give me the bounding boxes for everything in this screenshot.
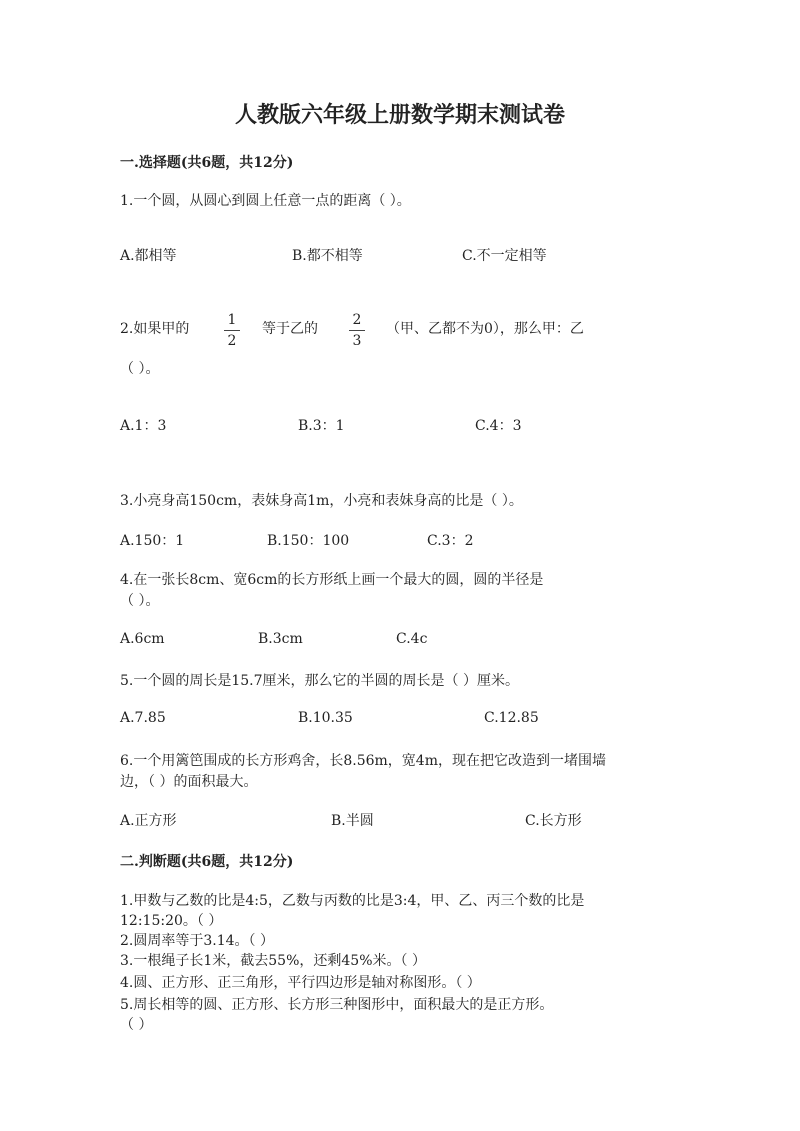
judge-item-5-line2: （ ） xyxy=(120,1017,153,1033)
judge-item-1-line1: 1.甲数与乙数的比是4:5，乙数与丙数的比是3:4，甲、乙、丙三个数的比是 xyxy=(120,893,585,909)
fraction-denominator: 3 xyxy=(352,333,362,349)
section-heading-choice: 一.选择题(共6题，共12分) xyxy=(120,155,294,171)
question-1-text: 1.一个圆，从圆心到圆上任意一点的距离（ ）。 xyxy=(120,193,411,209)
q5-option-c: C.12.85 xyxy=(484,710,539,726)
fraction-numerator: 1 xyxy=(224,313,240,331)
q2-option-a: A.1：3 xyxy=(120,418,167,434)
q4-option-b: B.3cm xyxy=(258,631,303,647)
q5-option-a: A.7.85 xyxy=(120,710,166,726)
judge-item-2: 2.圆周率等于3.14。（ ） xyxy=(120,933,274,949)
fraction-one-half xyxy=(224,313,240,348)
question-6-line1: 6.一个用篱笆围成的长方形鸡舍，长8.56m，宽4m，现在把它改造到一堵围墙 xyxy=(120,753,606,769)
page-title: 人教版六年级上册数学期末测试卷 xyxy=(234,102,565,128)
q6-option-b: B.半圆 xyxy=(331,813,374,829)
q3-option-b: B.150：100 xyxy=(267,533,350,549)
question-2-blank: （ ）。 xyxy=(120,361,160,377)
question-5-text: 5.一个圆的周长是15.7厘米，那么它的半圆的周长是（ ）厘米。 xyxy=(120,673,519,689)
q4-option-a: A.6cm xyxy=(120,631,165,647)
q1-option-b: B.都不相等 xyxy=(292,248,363,264)
section-heading-judge: 二.判断题(共6题，共12分) xyxy=(120,854,294,870)
question-2-part2: 等于乙的 xyxy=(262,321,318,337)
fraction-two-thirds xyxy=(349,313,365,348)
question-4-line1: 4.在一张长8cm、宽6cm的长方形纸上画一个最大的圆，圆的半径是 xyxy=(120,572,544,588)
q2-option-b: B.3：1 xyxy=(298,418,345,434)
question-4-blank: （ ）。 xyxy=(120,593,160,609)
q1-option-a: A.都相等 xyxy=(120,248,177,264)
judge-item-1-line2: 12:15:20。（ ） xyxy=(120,913,223,929)
question-3-text: 3.小亮身高150cm，表妹身高1m，小亮和表妹身高的比是（ ）。 xyxy=(120,493,523,509)
question-6-line2: 边，（ ）的面积最大。 xyxy=(120,774,258,790)
q6-option-c: C.长方形 xyxy=(525,813,582,829)
q5-option-b: B.10.35 xyxy=(298,710,353,726)
fraction-numerator: 2 xyxy=(349,313,365,331)
judge-item-4: 4.圆、正方形、正三角形，平行四边形是轴对称图形。（ ） xyxy=(120,975,481,991)
judge-item-5-line1: 5.周长相等的圆、正方形、长方形三种图形中，面积最大的是正方形。 xyxy=(120,997,554,1013)
judge-item-3: 3.一根绳子长1米，截去55%，还剩45%米。（ ） xyxy=(120,953,426,969)
question-2-part1: 2.如果甲的 xyxy=(120,321,190,337)
q6-option-a: A.正方形 xyxy=(120,813,177,829)
q3-option-a: A.150：1 xyxy=(120,533,185,549)
q2-option-c: C.4：3 xyxy=(475,418,522,434)
q1-option-c: C.不一定相等 xyxy=(462,248,547,264)
q3-option-c: C.3：2 xyxy=(427,533,474,549)
question-2-part3: （甲、乙都不为0），那么甲：乙 xyxy=(386,321,584,337)
q4-option-c: C.4c xyxy=(396,631,428,647)
fraction-denominator: 2 xyxy=(227,333,237,349)
